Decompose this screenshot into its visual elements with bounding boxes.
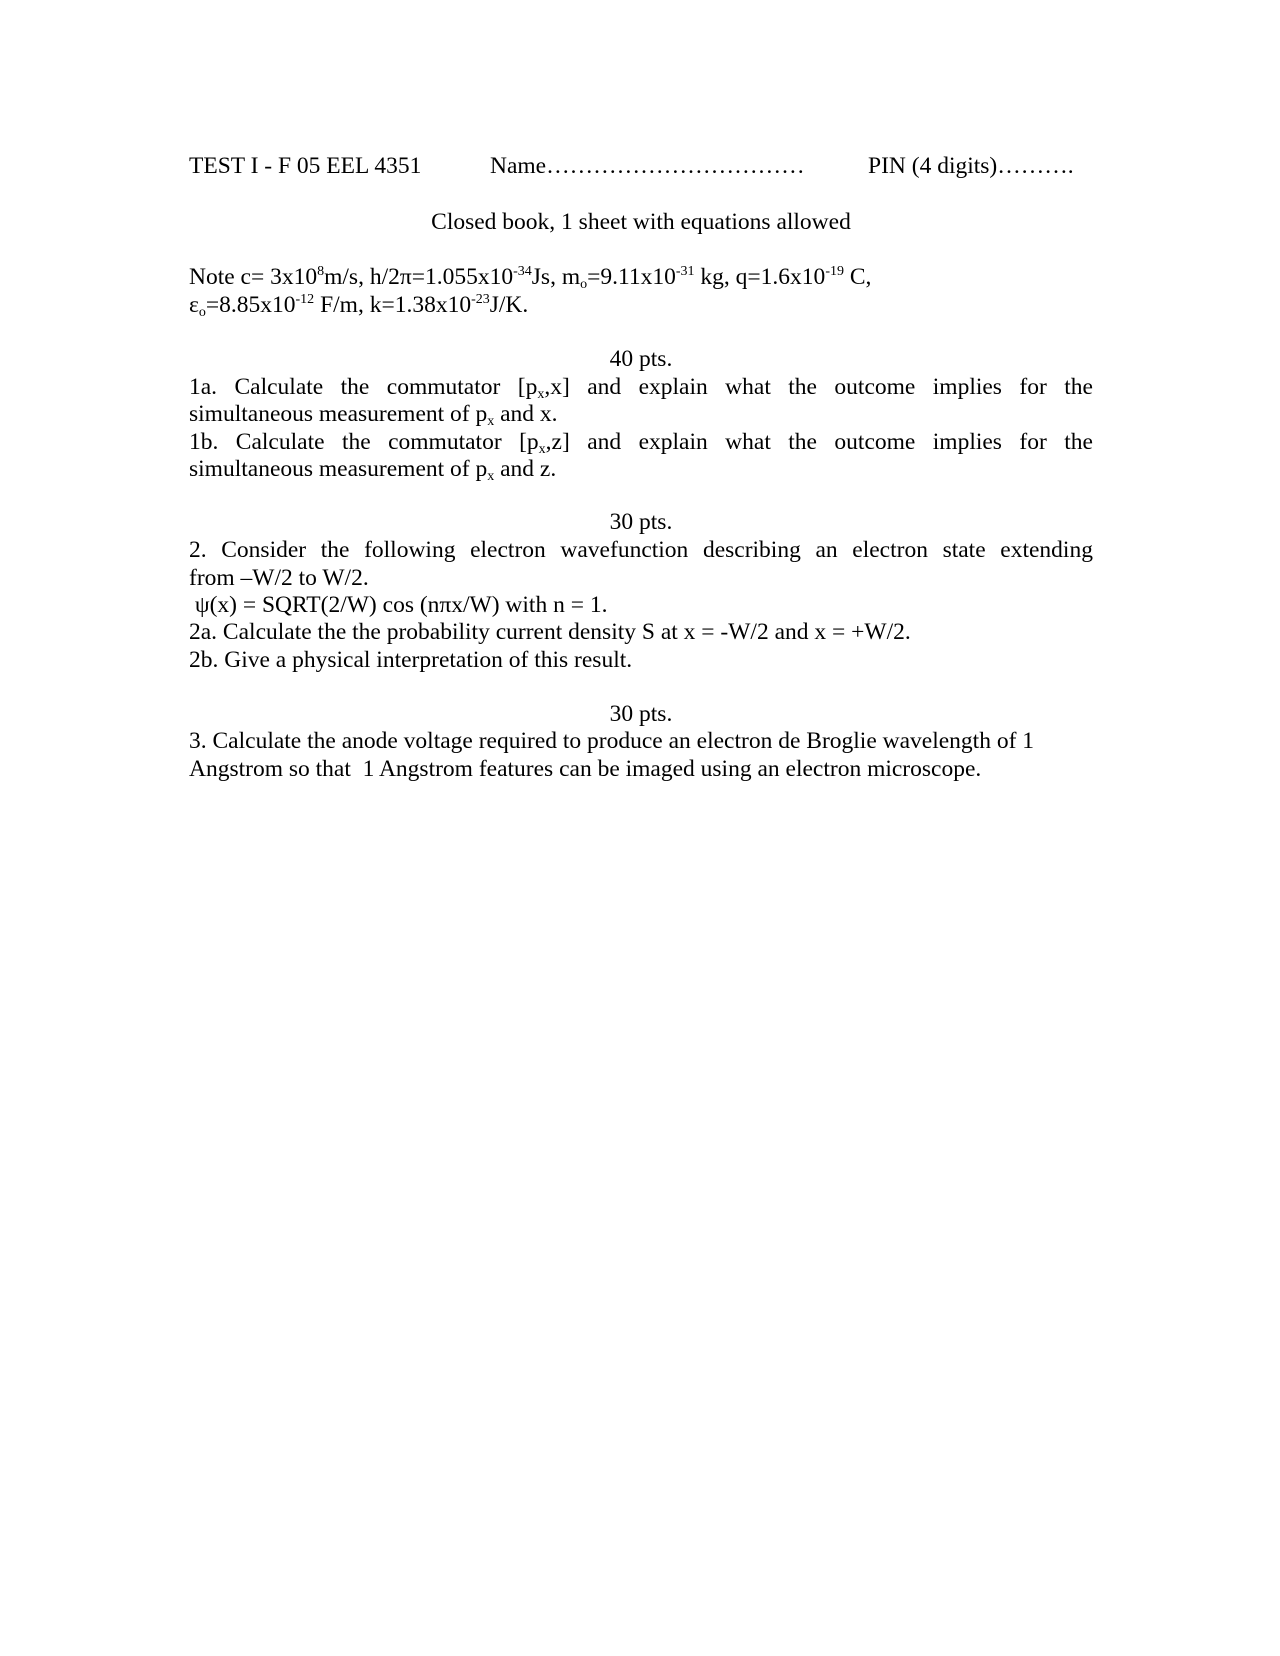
problem-2-points: 30 pts.: [609, 509, 673, 535]
problem-1b: 1b. Calculate the commutator $[p_x,z]$ and explain what the outcome implies for the: [189, 429, 1093, 457]
constants-note-line-1: Note $c= 3x10^8m/s$, $h/2\pi=1.055x10^{-34}Js$, $m_o=9.11x10^{-31}$ kg, $q=1.6x10^{-19}$ C,: [189, 264, 872, 292]
problem-2: 2. Consider the following electron wavefunction describing an electron state extending: [189, 537, 1093, 563]
wavefunction-equation: ψ(x) = SQRT(2/W) cos (nπx/W) with n = 1.: [189, 592, 608, 618]
problem-1b-continued: simultaneous measurement of $p_x$ and z.: [189, 456, 557, 484]
exam-title: TEST I - F 05 EEL 4351: [189, 153, 422, 179]
problem-2b: 2b. Give a physical interpretation of this result.: [189, 647, 633, 673]
constants-note-line-2: $\varepsilon_o=8.85x10^{-12}$ F/m, $k=1.38x10^{-23}J/K$.: [189, 292, 529, 320]
exam-page: [189, 0, 1093, 1656]
problem-3-continued: Angstrom so that 1 Angstrom features can be imaged using an electron microscope.: [189, 756, 982, 782]
problem-3: 3. Calculate the anode voltage required to produce an electron de Broglie wavelength of 1: [189, 728, 1035, 754]
problem-1a: 1a. Calculate the commutator $[p_x,x]$ and explain what the outcome implies for the: [189, 374, 1093, 402]
problem-1a-continued: simultaneous measurement of $p_x$ and x.: [189, 401, 558, 429]
name-field: Name……………………………: [490, 153, 805, 179]
problem-2-continued: from –W/2 to W/2.: [189, 565, 369, 591]
problem-2a: 2a. Calculate the the probability current density S at x = -W/2 and x = +W/2.: [189, 619, 911, 645]
exam-instructions: Closed book, 1 sheet with equations allowed: [431, 209, 851, 235]
problem-3-points: 30 pts.: [609, 701, 673, 727]
problem-1-points: 40 pts.: [609, 346, 673, 372]
pin-field: PIN (4 digits)……….: [868, 153, 1074, 179]
